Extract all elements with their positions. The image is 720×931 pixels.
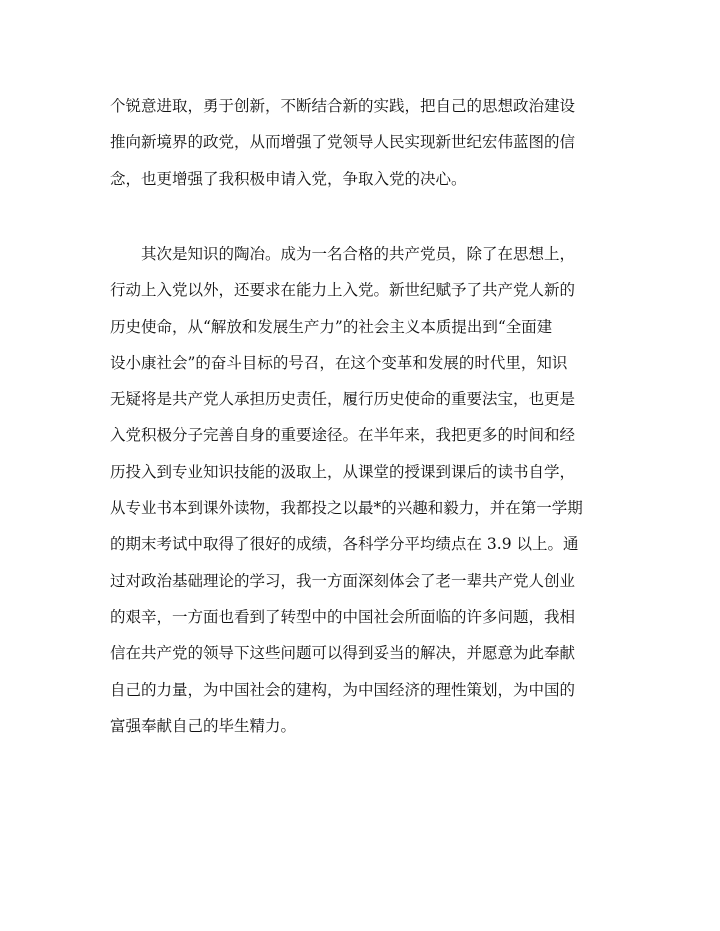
text-line: 历史使命，从“解放和发展生产力”的社会主义本质提出到“全面建 bbox=[110, 317, 553, 336]
text-line: 从专业书本到课外读物，我都投之以最*的兴趣和毅力，并在第一学期 bbox=[110, 499, 583, 518]
paragraph-knowledge-cultivation bbox=[110, 236, 610, 744]
text-line: 的期末考试中取得了很好的成绩，各科学分平均绩点在 3.9 以上。通 bbox=[110, 535, 579, 554]
text-line: 信在共产党的领导下这些问题可以得到妥当的解决，并愿意为此奉献 bbox=[110, 644, 576, 663]
text-line: 自己的力量，为中国社会的建构，为中国经济的理性策划，为中国的 bbox=[110, 680, 576, 699]
text-line: 富强奉献自己的毕生精力。 bbox=[110, 716, 297, 735]
text-line: 行动上入党以外，还要求在能力上入党。新世纪赋予了共产党人新的 bbox=[110, 281, 576, 300]
text-line: 设小康社会”的奋斗目标的号召，在这个变革和发展的时代里，知识 bbox=[110, 353, 568, 372]
text-line: 无疑将是共产党人承担历史责任，履行历史使命的重要法宝，也更是 bbox=[110, 390, 576, 409]
text-line: 过对政治基础理论的学习，我一方面深刻体会了老一辈共产党人创业 bbox=[110, 571, 576, 590]
paragraph-party-conviction bbox=[110, 88, 610, 197]
text-line: 念，也更增强了我积极申请入党，争取入党的决心。 bbox=[110, 169, 467, 188]
text-line: 其次是知识的陶冶。成为一名合格的共产党员，除了在思想上， bbox=[141, 245, 576, 263]
text-line: 的艰辛，一方面也看到了转型中的中国社会所面临的许多问题，我相 bbox=[110, 607, 576, 626]
text-line: 历投入到专业知识技能的汲取上，从课堂的授课到课后的读书自学， bbox=[110, 462, 576, 481]
text-line: 入党积极分子完善自身的重要途径。在半年来，我把更多的时间和经 bbox=[110, 426, 576, 445]
text-line: 推向新境界的政党，从而增强了党领导人民实现新世纪宏伟蓝图的信 bbox=[110, 133, 576, 152]
text-line: 个锐意进取，勇于创新，不断结合新的实践，把自己的思想政治建设 bbox=[110, 97, 576, 115]
